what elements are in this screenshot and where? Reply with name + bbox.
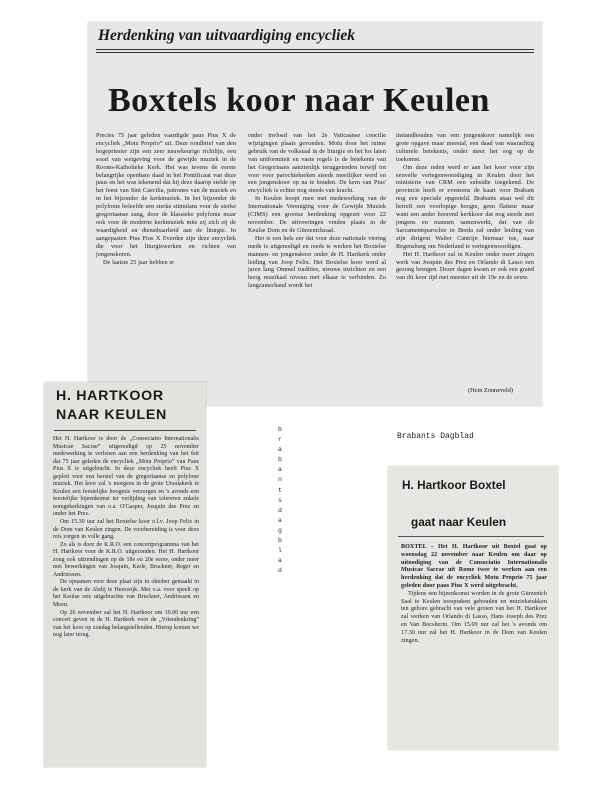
author-credit: (Hein Zonneveld) xyxy=(468,387,513,394)
paragraph: BOXTEL – Het H. Hartkoor uit Boxtel gaat op woensdag 22 november naar Keulen om daar op uitnodiging van de Consociatio Internationalis Musicae Sacrae uit Rome twee te werken aan een herdenking dat de encycliek Motu Proprio 75 jaar geleden door paus Pius X werd uitgebracht. xyxy=(401,544,547,589)
paragraph: Op 26 november zal het H. Hartkoor om 16.00 uur een concert geven in de H. Hartkerk voor de „Vriendenkring” van het koor op zondag belangstellenden. Hierop komen we nog later terug. xyxy=(53,609,199,639)
vertical-letter: b xyxy=(278,426,282,433)
headline-rule xyxy=(54,430,196,431)
vertical-letter: a xyxy=(278,446,282,454)
article-body xyxy=(53,436,199,640)
article-body xyxy=(401,544,547,645)
kicker-rule xyxy=(96,49,534,50)
left-article-clipping xyxy=(44,382,206,767)
paragraph: Zo als is door de K.R.O. een concertprogramma van het H. Hartkoor voor de K.R.O. uitgezonden. Het H. Hartkoor zong ook uitzendingen op de 18e en 20e eeuw, onder meer met bewerkingen van Josquin, Kerle, Bruckner, Reger en Andriessen. xyxy=(53,541,199,578)
vertical-letter: s xyxy=(278,496,282,504)
vertical-letter: g xyxy=(278,526,282,534)
vertical-letter: r xyxy=(278,436,282,444)
article-column-1 xyxy=(96,132,236,266)
article-headline: Boxtels koor naar Keulen xyxy=(108,82,490,119)
article-column-3 xyxy=(396,132,534,282)
vertical-letter: a xyxy=(278,557,282,565)
paragraph: Om 15.30 uur zal het Boxtelse koor o.l.v. Joop Felix in de Dom van Keulen zingen. De voorbereiding is voor deze reis zorgen in volle gang. xyxy=(53,519,199,541)
kicker-rule-thin xyxy=(96,52,534,53)
paragraph: Het H. Hartkoor zal in Keulen onder meer zingen werk van Josquin des Prez en Orlando di Lasso een gezong brengen. Dezer dagen kwam er ook een grand van dit koor tijd met meester uit de 19e en de eeuw. xyxy=(396,250,534,282)
headline-rule xyxy=(398,536,544,537)
paragraph: Tijdens een bijeenkomst worden in de grote Gürzenich Saal te Keulen toespraken gehouden en muziekstukken ten gehore gebracht van vele groten van het H. Hartkoor zal werken van Orlando di Lasso, Hans Joseph des Prez en Van Bocsherin. Om 15.00 uur zal het 's avonds om 17.30 uur zal het H. Hartkoor in de Dom van Keulen zingen. xyxy=(401,590,547,644)
vertical-letter: b xyxy=(278,537,282,545)
article-headline-line-2: gaat naar Keulen xyxy=(411,515,507,529)
vertical-letter: a xyxy=(278,466,282,474)
source-label: Brabants Dagblad xyxy=(397,432,474,441)
article-headline-line-1: H. Hartkoor Boxtel xyxy=(402,478,506,492)
vertical-letter: b xyxy=(278,456,282,464)
vertical-letter: l xyxy=(278,547,282,555)
vertical-letter: n xyxy=(278,476,282,484)
paragraph: instandhouden van een jongenskoor namelijk een grote opgave maar meestal, een daad van waarachtig culturele betekenis, onder meer het oog op de toekomst. xyxy=(396,132,534,163)
paragraph: onder invloed van het 2e Vaticaanse concilie wijzigingen plaats gevonden. Motu door het ruime gebruik van de volkstaal in de liturgie en het los laten van uniformiteit en vaste regels is de betekenis van het Gregoriaans aanzienlijk teruggetreden terwijl tot voor voor parochiekerken steeds moeilijker werd en een jongenskoor op na te houden. De kern van Pius' encycliek is echter nog steeds van kracht. xyxy=(248,132,386,195)
vertical-source-label xyxy=(276,425,284,576)
vertical-letter: d xyxy=(278,506,282,514)
paragraph: In Keulen hoopt men met medewerking van de Internationale Vereniging voor de Gewijde Muziek (CIMS) een grootse herdenking opgezet voor 22 november. De uitvoeringen vinden plaats in de Keulse Dom en de Gürzenichzaal. xyxy=(248,195,386,234)
paragraph: Om deze reden werd er aan het koor voor zijn eenvelle vertegenwoordiging in Keulen door het ministerie van CRM een subsidie toegekend. De provincie heeft er eveneens de kaart voor Brabant nog een speciale opgesteld. Brabants staat wel dit betreft een voorlopige hoogte, geen flatteur maar want een ander hoorend kerkkoor dat nog steeds met jongens en mannen samenwerkt, dat van de Sacramentsparochie in Breda zal onder leiding van zijn dirigent Walter Cantrijn hiernaar toe, naar Regensburg om Nederland te vertegenwoordigen. xyxy=(396,163,534,250)
article-kicker: Herdenking van uitvaardiging encycliek xyxy=(98,27,356,44)
vertical-letter: t xyxy=(278,486,282,494)
article-column-2 xyxy=(248,132,386,290)
paragraph: De opnamen voor deze plaat zijn in oktober gemaakt in de kerk van de Abdij te Heeswijk. Met o.a. voor speelt op het Keulse reis uitgebrachte van Bruckner, Andriessen en Moen. xyxy=(53,579,199,609)
main-article-clipping xyxy=(88,22,542,406)
vertical-letter: a xyxy=(278,516,282,524)
paragraph: Precies 75 jaar geleden vaardigde paus Pius X de encycliek „Motu Proprio” uit. Deze rondbrief van den hogepriester zijn een zeer nauwkeurige richtlijn, een soort van wetgeving voor de gewijde muziek in de Rooms-Katholieke Kerk. Het was tevens de eerste belangrijke openbare daad in het Pontificaat van deze paus en het was tekenend dat hij deze daarop stelde op het feest van Sint Caecilia, patrones van de muziek en in het bijzonder de kerkmuziek. In het bijzonder de polyfonie beleefde een sterke stimulans voor de sterke gregoriaanse zang, door de klassieke polyfonie maar ook voor de moderne kerkmuziek mits zij zich zij de waardigheid en dienstbaarheid aan de liturgie. In aangepasten Pius Pius X Everdee zijn deze encycliek die voor het liturgiewerken en richten van jongenskoren. xyxy=(96,132,236,258)
right-article-clipping xyxy=(388,466,558,750)
vertical-letter: d xyxy=(278,567,282,575)
paragraph: Het is een hele eer dat voor deze nationale viering mede is uitgenodigd en reeds te werken het Boxtelse mannen- en jongenskoor onder de H. Hartkerk onder leiding van Joop Felix. Het Boxtelse koor werd al jaren lang Ommel tradities, nieuwe inzichten en een hoog muzikaal niveau met elkaar te verbinden. Zo langzamerhand wordt het xyxy=(248,234,386,290)
article-headline: H. HARTKOOR NAAR KEULEN xyxy=(56,388,167,423)
paragraph: De laatste 25 jaar hebben er xyxy=(103,258,175,266)
paragraph: Het H. Hartkoor is door de „Consociatio Internationalis Musicae Sacrae” uitgenodigd op 25 november medewerking te verlenen aan een herdenking van het feit dat 75 jaar geleden de encycliek „Motu Proprio” van Paus Pius X is uitgebracht. In deze encycliek heeft Pius X gepleit voor een herstel van de gregoriaanse en polyfone muziek. Het koor zal 's morgens in de grote Ursulakerk te Keulen een feestelijke hoogmis verzorgen en 's avonds een feestelijke bijeenkomst ter verlijding van tolereren enkele nomgekerkingen van o.a. O'Gasper, Josquin des Prez en onder het Prez. xyxy=(53,436,199,518)
